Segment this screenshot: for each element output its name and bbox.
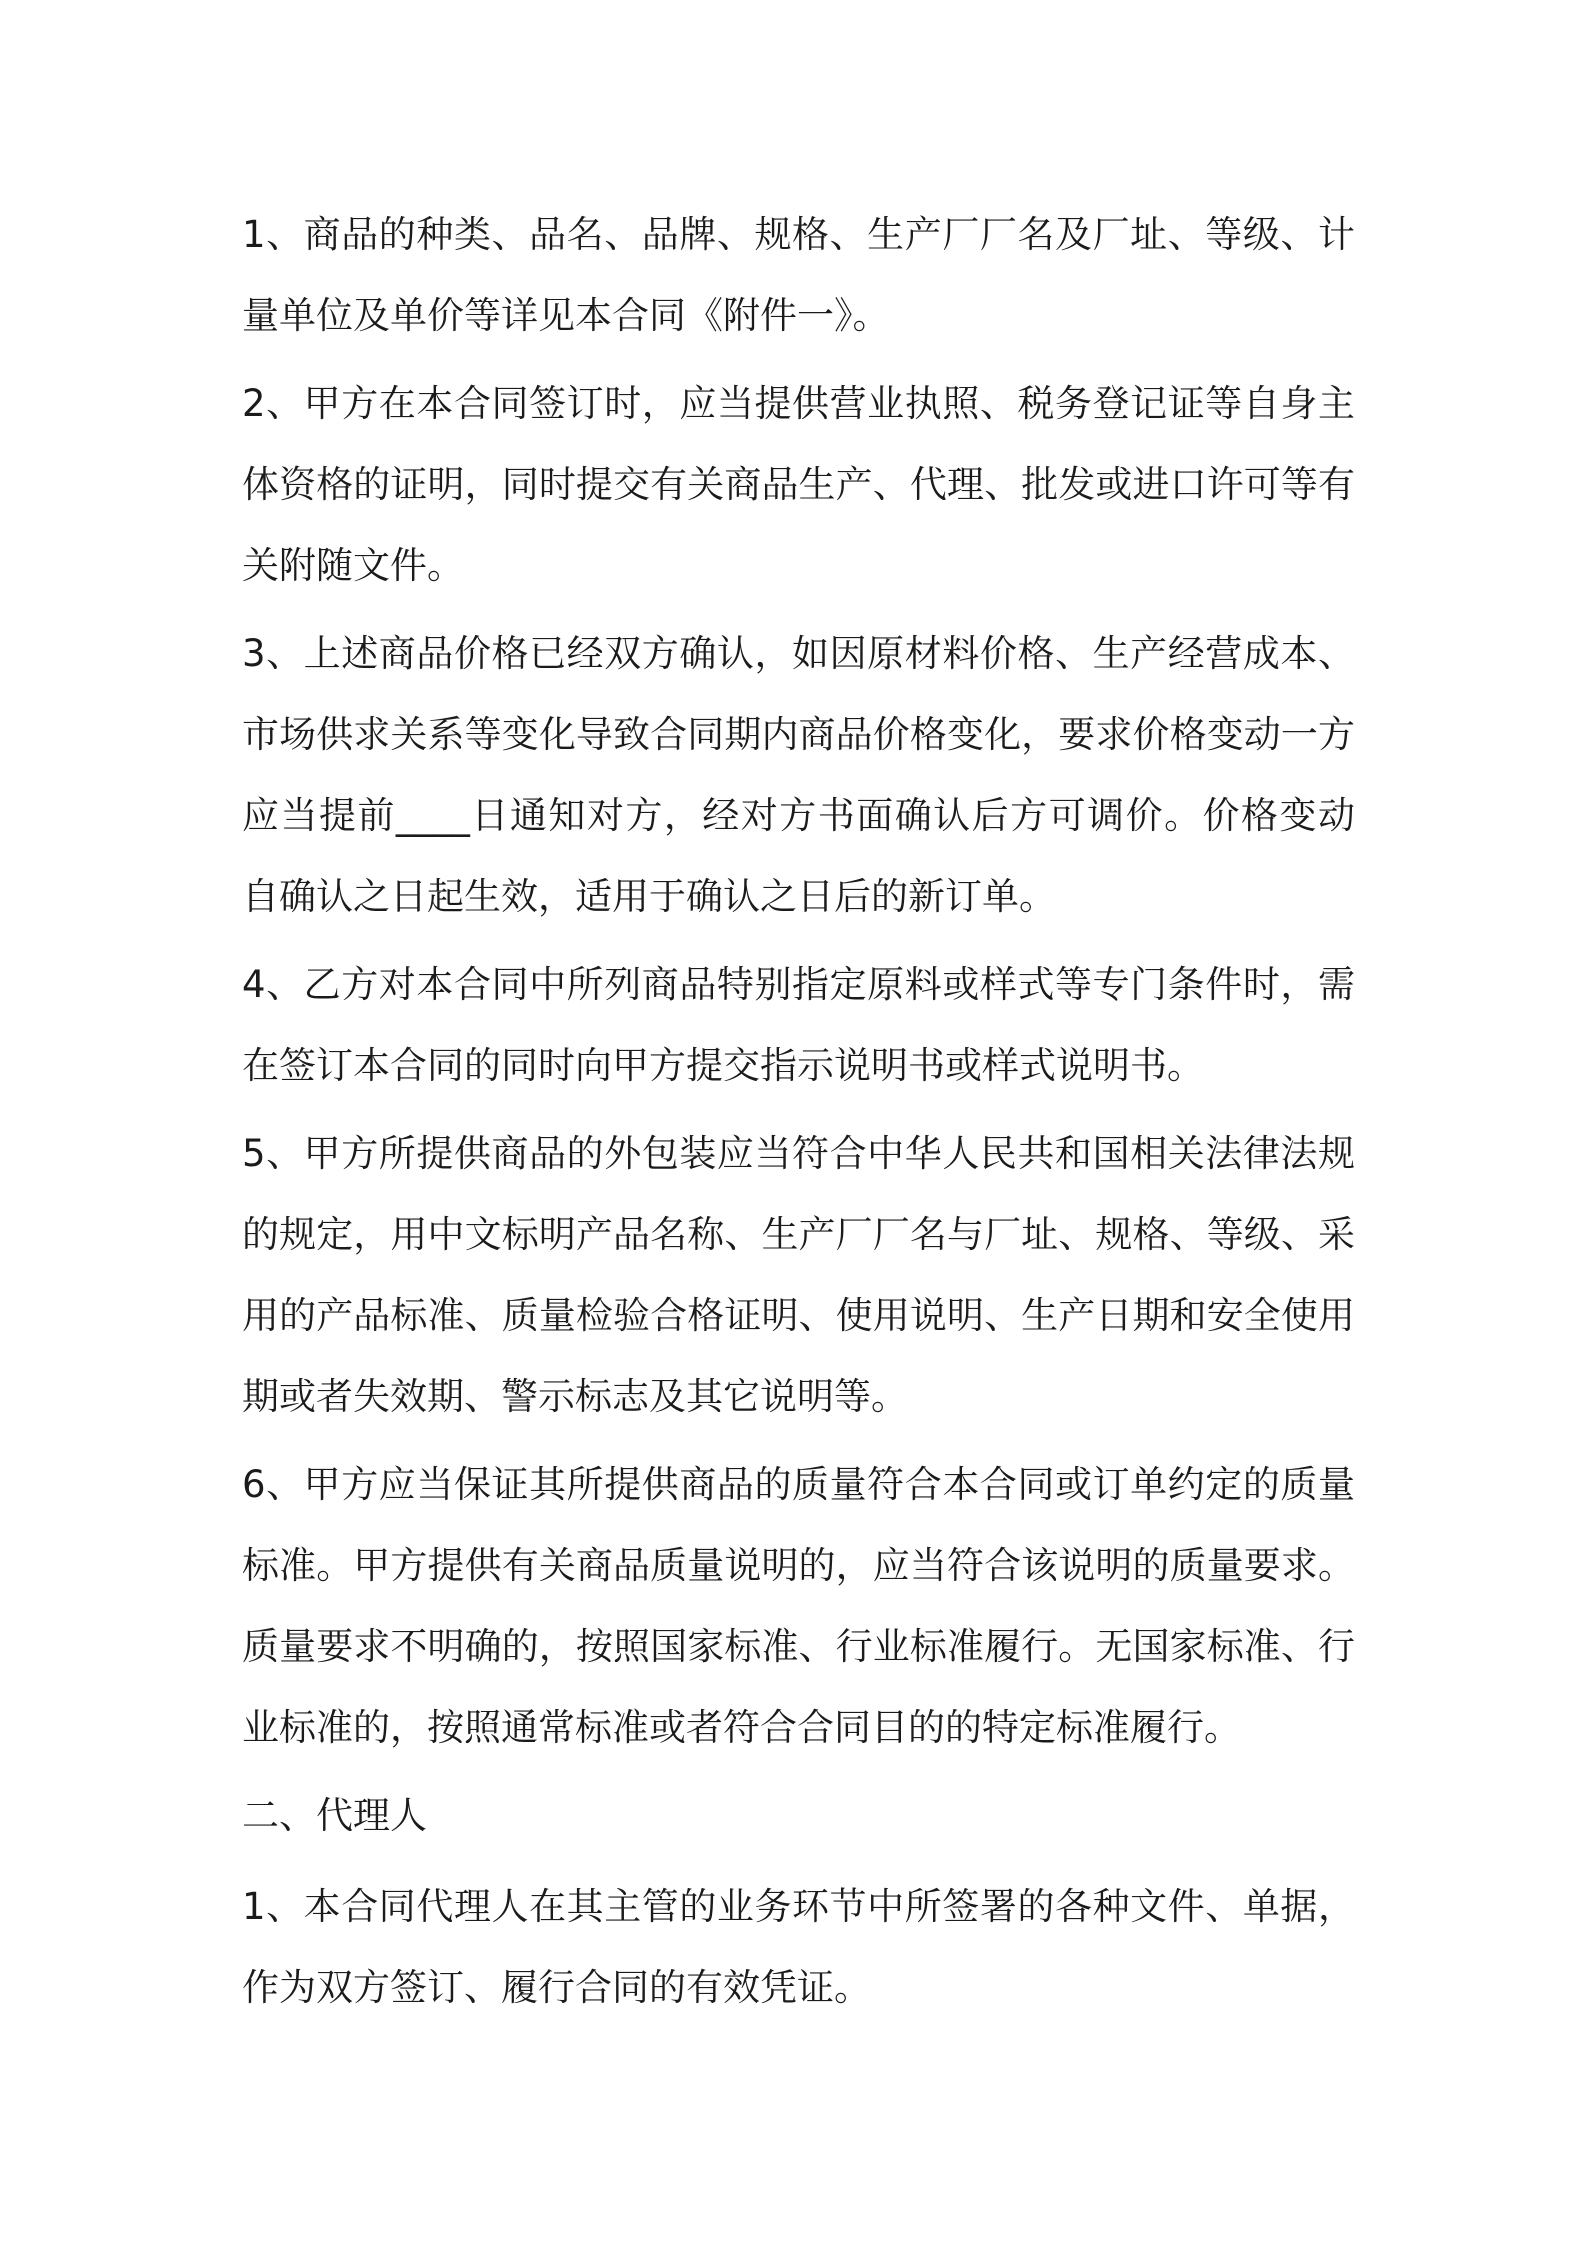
section-heading: 二、代理人 [242,1794,427,1837]
paragraph-line: 量单位及单价等详见本合同《附件一》。 [242,294,890,337]
paragraph-line: 3、上述商品价格已经双方确认，如因原材料价格、生产经营成本、 [242,632,1355,675]
clause-paragraph-3 [242,613,1355,937]
paragraph-line: 在签订本合同的同时向甲方提交指示说明书或样式说明书。 [242,1044,1204,1087]
clause-paragraph-1 [242,194,1355,356]
paragraph-line: 质量要求不明确的，按照国家标准、行业标准履行。无国家标准、行 [242,1625,1355,1668]
paragraph-line: 市场供求关系等变化导致合同期内商品价格变化，要求价格变动一方 [242,713,1355,756]
paragraph-line: 自确认之日起生效，适用于确认之日后的新订单。 [242,875,1056,918]
document-body [242,194,1355,2035]
clause-paragraph-4 [242,944,1355,1106]
paragraph-line: 作为双方签订、履行合同的有效凭证。 [242,1966,871,2009]
paragraph-line: 6、甲方应当保证其所提供商品的质量符合本合同或订单约定的质量 [242,1463,1355,1506]
paragraph-line: 关附随文件。 [242,544,464,587]
paragraph-line: 2、甲方在本合同签订时，应当提供营业执照、税务登记证等自身主 [242,382,1355,425]
paragraph-line: 的规定，用中文标明产品名称、生产厂厂名与厂址、规格、等级、采 [242,1213,1355,1256]
clause-paragraph-5 [242,1113,1355,1437]
paragraph-line: 业标准的，按照通常标准或者符合合同目的的特定标准履行。 [242,1706,1241,1749]
paragraph-line: 4、乙方对本合同中所列商品特别指定原料或样式等专门条件时，需 [242,963,1355,1006]
paragraph-line: 1、本合同代理人在其主管的业务环节中所签署的各种文件、单据， [242,1885,1355,1928]
paragraph-line: 用的产品标准、质量检验合格证明、使用说明、生产日期和安全使用 [242,1294,1355,1337]
paragraph-line: 1、商品的种类、品名、品牌、规格、生产厂厂名及厂址、等级、计 [242,213,1355,256]
paragraph-line: 应当提前____日通知对方，经对方书面确认后方可调价。价格变动 [242,794,1355,837]
paragraph-line: 体资格的证明，同时提交有关商品生产、代理、批发或进口许可等有 [242,463,1355,506]
clause-paragraph-2 [242,363,1355,606]
paragraph-line: 5、甲方所提供商品的外包装应当符合中华人民共和国相关法律法规 [242,1132,1355,1175]
paragraph-line: 标准。甲方提供有关商品质量说明的，应当符合该说明的质量要求。 [242,1544,1355,1587]
clause-paragraph-6 [242,1444,1355,1768]
agent-clause-paragraph-1 [242,1866,1355,2028]
paragraph-line: 期或者失效期、警示标志及其它说明等。 [242,1375,908,1418]
